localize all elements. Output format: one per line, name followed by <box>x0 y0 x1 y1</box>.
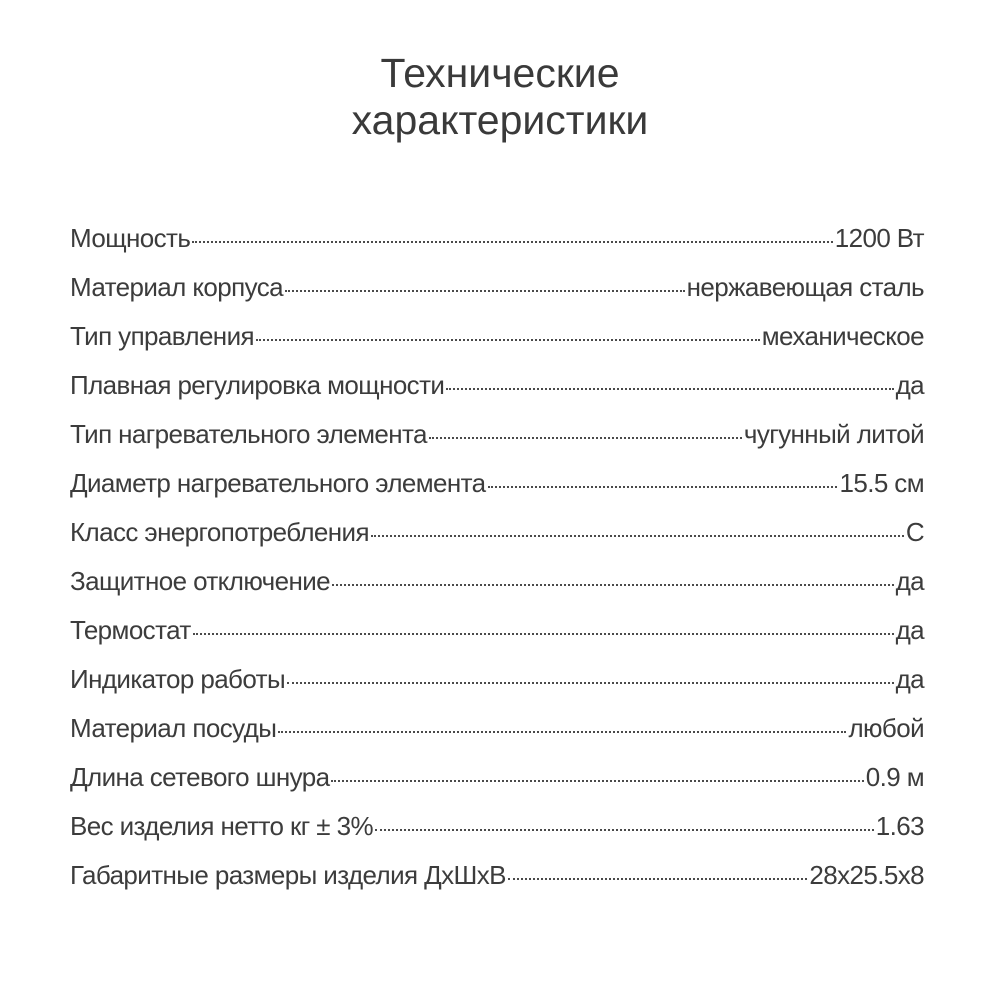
spec-value: 1.63 <box>875 811 924 841</box>
dot-leader <box>429 437 742 439</box>
dot-leader <box>192 241 832 243</box>
spec-value: 28x25.5x8 <box>809 860 924 890</box>
spec-list <box>70 214 924 900</box>
dot-leader <box>375 829 874 831</box>
spec-row-thermostat <box>70 606 924 655</box>
spec-value: да <box>895 615 924 645</box>
spec-label: Мощность <box>70 223 191 253</box>
spec-label: Тип нагревательного элемента <box>70 419 427 449</box>
spec-row-heating-element-type <box>70 410 924 459</box>
spec-row-body-material <box>70 263 924 312</box>
spec-row-smooth-power <box>70 361 924 410</box>
title-line-1: Технические <box>380 50 620 96</box>
spec-value: 1200 Вт <box>834 223 924 253</box>
spec-value: чугунный литой <box>743 419 924 449</box>
spec-row-dimensions <box>70 851 924 900</box>
spec-row-cord-length <box>70 753 924 802</box>
dot-leader <box>446 388 893 390</box>
dot-leader <box>256 339 760 341</box>
spec-label: Класс энергопотребления <box>70 517 369 547</box>
spec-label: Защитное отключение <box>70 566 331 596</box>
dot-leader <box>371 535 904 537</box>
spec-row-energy-class <box>70 508 924 557</box>
spec-label: Термостат <box>70 615 191 645</box>
spec-label: Материал посуды <box>70 713 277 743</box>
title-line-2: характеристики <box>351 97 649 143</box>
dot-leader <box>508 878 807 880</box>
spec-label: Габаритные размеры изделия ДхШхВ <box>70 860 506 890</box>
spec-row-power-indicator <box>70 655 924 704</box>
dot-leader <box>287 682 894 684</box>
dot-leader <box>488 486 838 488</box>
spec-label: Индикатор работы <box>70 664 286 694</box>
spec-row-control-type <box>70 312 924 361</box>
spec-value: 0.9 м <box>865 762 924 792</box>
spec-value: да <box>895 370 924 400</box>
spec-row-heating-element-diameter <box>70 459 924 508</box>
spec-label: Материал корпуса <box>70 272 283 302</box>
spec-label: Диаметр нагревательного элемента <box>70 468 486 498</box>
spec-label: Тип управления <box>70 321 254 351</box>
spec-row-power <box>70 214 924 263</box>
dot-leader <box>331 780 863 782</box>
page-title <box>0 50 1000 144</box>
dot-leader <box>332 584 894 586</box>
spec-row-safety-shutoff <box>70 557 924 606</box>
spec-value: С <box>905 517 924 547</box>
spec-value: нержавеющая сталь <box>686 272 924 302</box>
dot-leader <box>285 290 685 292</box>
spec-label: Вес изделия нетто кг ± 3% <box>70 811 373 841</box>
spec-label: Длина сетевого шнура <box>70 762 330 792</box>
spec-row-cookware-material <box>70 704 924 753</box>
spec-label: Плавная регулировка мощности <box>70 370 445 400</box>
spec-value: механическое <box>761 321 924 351</box>
dot-leader <box>278 731 846 733</box>
spec-value: да <box>895 664 924 694</box>
dot-leader <box>193 633 894 635</box>
spec-row-net-weight <box>70 802 924 851</box>
spec-value: да <box>895 566 924 596</box>
spec-value: любой <box>848 713 924 743</box>
spec-value: 15.5 см <box>839 468 924 498</box>
